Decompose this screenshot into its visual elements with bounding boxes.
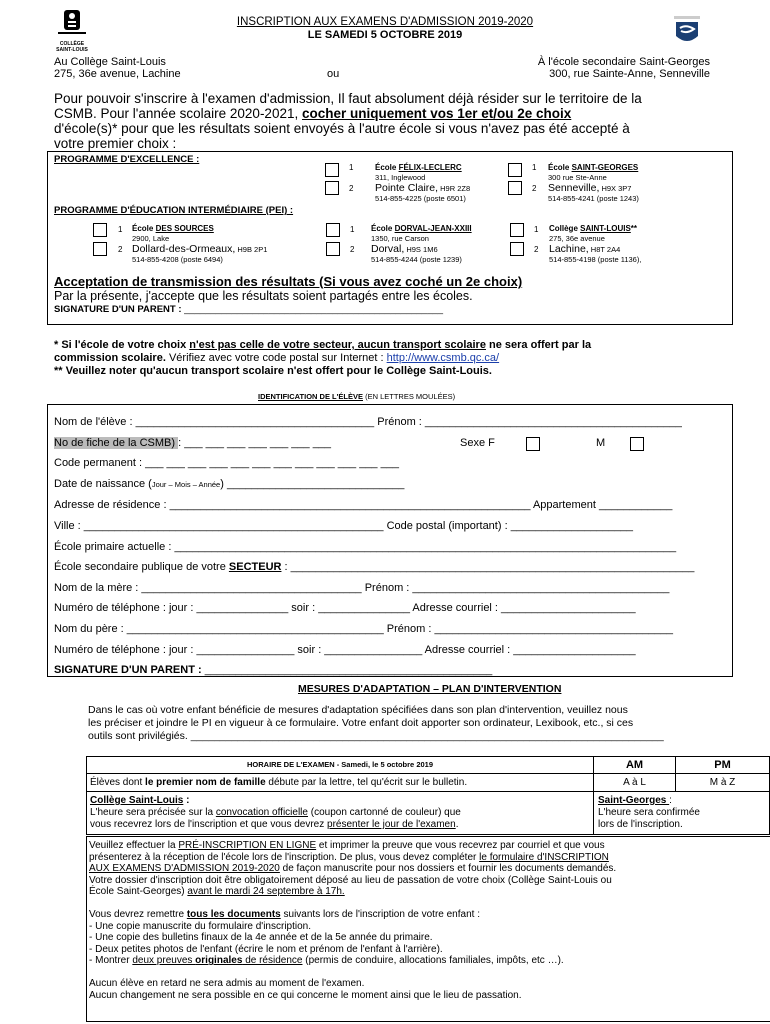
felix-postal: H9R 2Z8 — [438, 184, 471, 193]
stgeorges-postal: H9X 3P7 — [599, 184, 632, 193]
excellence-title: PROGRAMME D'EXCELLENCE : — [54, 154, 200, 165]
mother-name-field[interactable]: Nom de la mère : ____________________________________ Prénom : __________________________________________ — [54, 581, 670, 594]
info-p2-l5 — [89, 955, 769, 967]
sg-colon: : — [669, 795, 672, 806]
intro-line-3: d'école(s)* pour que les résultats soient envoyés à l'autre école si vous n'avez pas été accepté à — [54, 121, 630, 136]
note-1b: n'est pas celle de votre secteur, aucun transport scolaire — [189, 339, 486, 351]
sex-f-checkbox[interactable] — [526, 437, 540, 451]
sg-title: Saint-Georges — [598, 795, 670, 806]
sources-prefix: École — [132, 224, 156, 233]
stgeorges-choice-1-checkbox[interactable] — [508, 163, 522, 177]
p2l1c: suivants lors de l'inscription de votre enfant : — [280, 908, 480, 920]
felix-num-2: 2 — [349, 184, 354, 193]
fiche-field[interactable]: : ___ ___ ___ ___ ___ ___ ___ — [178, 436, 332, 449]
logo-text: COLLÈGE SAINT-LOUIS — [56, 41, 88, 53]
stlouis-num-2: 2 — [534, 245, 539, 254]
felix-num-1: 1 — [349, 163, 354, 172]
left-address: 275, 36e avenue, Lachine — [54, 68, 181, 80]
p1l1b: PRÉ-INSCRIPTION EN LIGNE — [178, 840, 317, 851]
felix-prefix: École — [375, 163, 399, 172]
info-p1-l4: Votre dossier d'inscription doit être obligatoirement déposé au lieu de passation de votre choix (Collège Saint-Louis ou — [89, 874, 612, 886]
sex-m-checkbox[interactable] — [630, 437, 644, 451]
sources-postal: H9B 2P1 — [235, 245, 268, 254]
csl-l2b: présenter le jour de l'examen — [327, 819, 456, 830]
college-logo — [52, 8, 92, 53]
intro-choice-instruction: cocher uniquement vos 1er et/ou 2e choix — [301, 106, 572, 121]
birthdate-label: Date de naissance ( — [54, 477, 152, 490]
intro-paragraph — [54, 91, 734, 151]
birthdate-field[interactable] — [54, 474, 694, 496]
dorval-choice-2-checkbox[interactable] — [326, 242, 340, 256]
am-header: AM — [625, 759, 644, 771]
info-p2-l4: - Deux petites photos de l'enfant (écrire le nom et prénom de l'enfant à l'arrière). — [89, 943, 443, 955]
csl-colon: : — [183, 795, 190, 806]
schedule-row-cell — [86, 773, 594, 792]
sector-school-field[interactable] — [54, 557, 694, 578]
sex-m-label: M — [596, 436, 606, 449]
note-2b: Vérifiez avec votre code postal sur Internet : — [165, 352, 387, 364]
dorval-school-info — [371, 224, 472, 265]
p1l5a: École Saint-Georges) — [89, 886, 188, 898]
left-place: Au Collège Saint-Louis — [54, 56, 166, 68]
am-value: A à L — [623, 777, 646, 788]
p2l5b: deux preuves — [132, 955, 196, 967]
p2l1b: tous les documents — [186, 908, 281, 920]
dorval-prefix: École — [371, 224, 395, 233]
mesures-title: MESURES D'ADAPTATION – PLAN D'INTERVENTION — [298, 683, 562, 695]
stgeorges-address: 300 rue Ste-Anne — [548, 173, 607, 182]
sources-address: 2900, Lake — [132, 234, 170, 243]
p2l5e: (permis de conduire, allocations familiales, impôts, etc …). — [302, 955, 564, 967]
acceptance-title: Acceptation de transmission des résultats (Si vous avez coché un 2e choix) — [54, 274, 523, 289]
schedule-header: HORAIRE DE L'EXAMEN - Samedi, le 5 octobre 2019 — [247, 760, 433, 769]
form-title: INSCRIPTION AUX EXAMENS D'ADMISSION 2019-2020 — [236, 16, 534, 28]
stlouis-postal: H8T 2A4 — [588, 245, 621, 254]
father-phone-field[interactable]: Numéro de téléphone : jour : ________________ soir : ________________ Adresse courriel : ____________________ — [54, 643, 636, 656]
right-address: 300, rue Sainte-Anne, Senneville — [549, 68, 710, 80]
stgeorges-choice-2-checkbox[interactable] — [508, 181, 522, 195]
sources-school-info — [132, 224, 267, 265]
info-text — [89, 840, 769, 1001]
csmb-logo-icon — [672, 14, 702, 48]
pm-value-cell — [675, 773, 770, 792]
parent-signature-line[interactable]: _______________________________________________ — [204, 664, 493, 677]
csl-l2c: . — [455, 819, 459, 830]
row-c: débute par la lettre, tel qu'écrit sur le bulletin. — [265, 777, 468, 788]
student-section-title — [258, 392, 455, 401]
stlouis-address: 275, 36e avenue — [549, 234, 605, 243]
mesures-line-3[interactable]: outils sont privilégiés. _________________________________________________________________________________ — [88, 730, 664, 742]
stlouis-suffix: ** — [630, 224, 638, 233]
p2l5a: - Montrer — [89, 955, 133, 967]
p1l1a: Veuillez effectuer la — [89, 840, 179, 851]
student-title: IDENTIFICATION DE L'ÉLÈVE — [258, 392, 363, 401]
transport-notes — [54, 339, 744, 378]
sg-info — [594, 792, 769, 831]
row-a: Élèves dont — [90, 777, 146, 788]
sources-name: DES SOURCES — [155, 224, 214, 233]
address-field[interactable]: Adresse de résidence : ___________________________________________________________ Appartement ____________ — [54, 499, 673, 512]
csl-info — [87, 792, 593, 831]
stlouis-city: Lachine, — [549, 243, 589, 255]
sources-num-2: 2 — [118, 245, 123, 254]
form-subtitle: LE SAMEDI 5 OCTOBRE 2019 — [307, 29, 463, 41]
intro-line-1: Pour pouvoir s'inscrire à l'examen d'admission, Il faut absolument déjà résider sur le territoire de la — [54, 91, 642, 106]
felix-address: 311, Inglewood — [375, 173, 426, 182]
dorval-postal: H9S 1M6 — [404, 245, 438, 254]
felix-choice-1-checkbox[interactable] — [325, 163, 339, 177]
note-3: ** Veuillez noter qu'aucun transport scolaire n'est offert pour le Collège Saint-Louis. — [54, 365, 492, 377]
sector-word: SECTEUR — [228, 561, 282, 574]
stgeorges-num-1: 1 — [532, 163, 537, 172]
right-place: À l'école secondaire Saint-Georges — [537, 56, 710, 68]
schedule-header-cell — [86, 756, 594, 774]
intro-line-2a: CSMB. Pour l'année scolaire 2020-2021, — [54, 106, 302, 121]
p2l5c: originales — [195, 955, 243, 967]
stgeorges-phone: 514-855-4241 (poste 1243) — [548, 194, 639, 203]
college-crest-icon — [52, 8, 92, 42]
sources-phone: 514-855-4208 (poste 6494) — [132, 255, 223, 264]
mother-phone-field[interactable]: Numéro de téléphone : jour : _______________ soir : _______________ Adresse courriel : ______________________ — [54, 602, 636, 615]
acceptance-signature[interactable] — [54, 304, 443, 315]
pei-title: PROGRAMME D'ÉDUCATION INTERMÉDIAIRE (PEI) : — [54, 205, 294, 216]
p1l1c: et imprimer la preuve que vous recevrez par courriel et que vous — [316, 840, 605, 851]
felix-city: Pointe Claire, — [375, 182, 439, 194]
pm-header-cell — [675, 756, 770, 774]
stlouis-school-info — [549, 224, 641, 265]
sources-num-1: 1 — [118, 225, 123, 234]
stgeorges-name: SAINT-GEORGES — [571, 163, 639, 172]
csl-info-cell — [86, 791, 594, 835]
pm-value: M à Z — [709, 777, 736, 788]
intro-line-2 — [54, 106, 734, 121]
felix-school-info — [375, 163, 470, 204]
felix-name: FÉLIX-LECLERC — [398, 163, 462, 172]
sector-blank: : __________________________________________________________________ — [281, 561, 695, 574]
csl-l1a: L'heure sera précisée sur la — [90, 807, 216, 818]
p1l2a: présenterez à la réception de l'école lors de l'inscription. De plus, vous devez compléter — [89, 851, 480, 863]
info-p1-l3 — [89, 863, 769, 875]
primary-school-field[interactable]: École primaire actuelle : __________________________________________________________________________________ — [54, 540, 677, 553]
stlouis-name: SAINT-LOUIS — [580, 224, 631, 233]
stgeorges-school-info — [548, 163, 639, 204]
csmb-link[interactable]: http://www.csmb.qc.ca/ — [386, 352, 500, 364]
info-p2-l3: - Une copie des bulletins finaux de la 4e année et de la 5e année du primaire. — [89, 932, 433, 944]
sources-choice-1-checkbox[interactable] — [93, 223, 107, 237]
stlouis-phone: 514-855-4198 (poste 1136), — [549, 255, 642, 264]
birthdate-format: Jour – Mois – Année — [151, 479, 221, 489]
sg-line-1: L'heure sera confirmée — [598, 807, 700, 818]
row-b: le premier nom de famille — [145, 777, 266, 788]
p1l3a: AUX EXAMENS D'ADMISSION 2019-2020 — [89, 863, 280, 875]
parent-signature-field[interactable] — [54, 660, 694, 681]
city-field[interactable]: Ville : _________________________________________________ Code postal (important) : ____________________ — [54, 519, 634, 532]
note-2a: commission scolaire. — [54, 352, 166, 364]
sex-label: Sexe F — [460, 436, 495, 449]
info-p2-l2: - Une copie manuscrite du formulaire d'inscription. — [89, 920, 312, 932]
or-text: ou — [327, 68, 340, 80]
mesures-line-2: les préciser et joindre le PI en vigueur à ce formulaire. Votre enfant doit apporter son ordinateur, Lexibook, etc., si ces — [88, 717, 634, 729]
mesures-line-1: Dans le cas où votre enfant bénéficie de mesures d'adaptation spécifiées dans son plan d'intervention, veuillez nous — [88, 704, 628, 716]
dorval-choice-1-checkbox[interactable] — [326, 223, 340, 237]
note-1 — [54, 339, 744, 352]
schedule-row-text — [87, 774, 593, 792]
sources-city: Dollard-des-Ormeaux, — [132, 243, 236, 255]
stlouis-choice-1-checkbox[interactable] — [510, 223, 524, 237]
sources-choice-2-checkbox[interactable] — [93, 242, 107, 256]
fiche-label: No de fiche de la CSMB) — [54, 436, 179, 449]
p1l5b: avant le mardi 24 septembre à 17h. — [187, 886, 345, 898]
info-p2-l1 — [89, 909, 769, 921]
p1l3b: de façon manuscrite pour nos dossiers et fournir les documents demandés. — [279, 863, 617, 875]
student-fiche-row — [54, 433, 694, 454]
acceptance-signature-line[interactable]: _________________________________________________ — [184, 304, 444, 315]
mesures-text — [88, 704, 664, 743]
note-2 — [54, 352, 744, 365]
am-value-cell — [593, 773, 676, 792]
note-1a: * Si l'école de votre choix — [54, 339, 190, 351]
info-p3-l2: Aucun changement ne sera possible en ce qui concerne le moment ainsi que le lieu de passation. — [89, 989, 522, 1001]
csl-l1c: (coupon cartonné de couleur) que — [307, 807, 461, 818]
csl-title: Collège Saint-Louis — [90, 795, 184, 806]
csl-l1b: convocation officielle — [215, 807, 308, 818]
stgeorges-num-2: 2 — [532, 184, 537, 193]
info-p1-l2 — [89, 852, 769, 864]
sg-line-2: lors de l'inscription. — [598, 819, 683, 830]
felix-phone: 514-855-4225 (poste 6501) — [375, 194, 466, 203]
info-p1-l1 — [89, 840, 769, 852]
stlouis-num-1: 1 — [534, 225, 539, 234]
p2l5d: de résidence — [242, 955, 303, 967]
intro-line-4: votre premier choix : — [54, 136, 177, 151]
stgeorges-prefix: École — [548, 163, 572, 172]
p1l2b: le formulaire d'INSCRIPTION — [479, 851, 609, 863]
dorval-num-2: 2 — [350, 245, 355, 254]
sector-label: École secondaire publique de votre — [54, 561, 229, 574]
permanent-code-field[interactable]: Code permanent : ___ ___ ___ ___ ___ ___ ___ ___ ___ ___ ___ ___ — [54, 457, 399, 470]
stlouis-prefix: Collège — [549, 224, 581, 233]
parent-signature-label: SIGNATURE D'UN PARENT : — [54, 664, 205, 677]
dorval-address: 1350, rue Carson — [371, 234, 429, 243]
dorval-num-1: 1 — [350, 225, 355, 234]
father-name-field[interactable]: Nom du père : __________________________________________ Prénom : _______________________________________ — [54, 622, 674, 635]
student-fields — [54, 412, 694, 681]
info-p3-l1: Aucun élève en retard ne sera admis au moment de l'examen. — [89, 977, 365, 989]
acceptance-signature-label: SIGNATURE D'UN PARENT : — [54, 304, 185, 315]
note-1c: ne sera offert par la — [485, 339, 592, 351]
birthdate-blank: ) _____________________________ — [220, 477, 405, 490]
stlouis-choice-2-checkbox[interactable] — [510, 242, 524, 256]
dorval-name: DORVAL-JEAN-XXIII — [394, 224, 472, 233]
csmb-logo — [672, 14, 702, 48]
student-title-suffix: (EN LETTRES MOULÉES) — [362, 392, 456, 401]
pm-header: PM — [714, 759, 731, 771]
csl-l2a: vous recevrez lors de l'inscription et que vous devrez — [90, 819, 328, 830]
p2l1a: Vous devrez remettre — [89, 908, 187, 920]
student-name-field[interactable]: Nom de l'élève : _______________________________________ Prénom : __________________________________________ — [54, 416, 682, 428]
stgeorges-city: Senneville, — [548, 182, 600, 194]
dorval-phone: 514-855-4244 (poste 1239) — [371, 255, 462, 264]
sg-info-cell — [593, 791, 770, 835]
felix-choice-2-checkbox[interactable] — [325, 181, 339, 195]
acceptance-text: Par la présente, j'accepte que les résultats soient partagés entre les écoles. — [54, 289, 473, 303]
dorval-city: Dorval, — [371, 243, 405, 255]
am-header-cell — [593, 756, 676, 774]
info-p1-l5 — [89, 886, 769, 898]
